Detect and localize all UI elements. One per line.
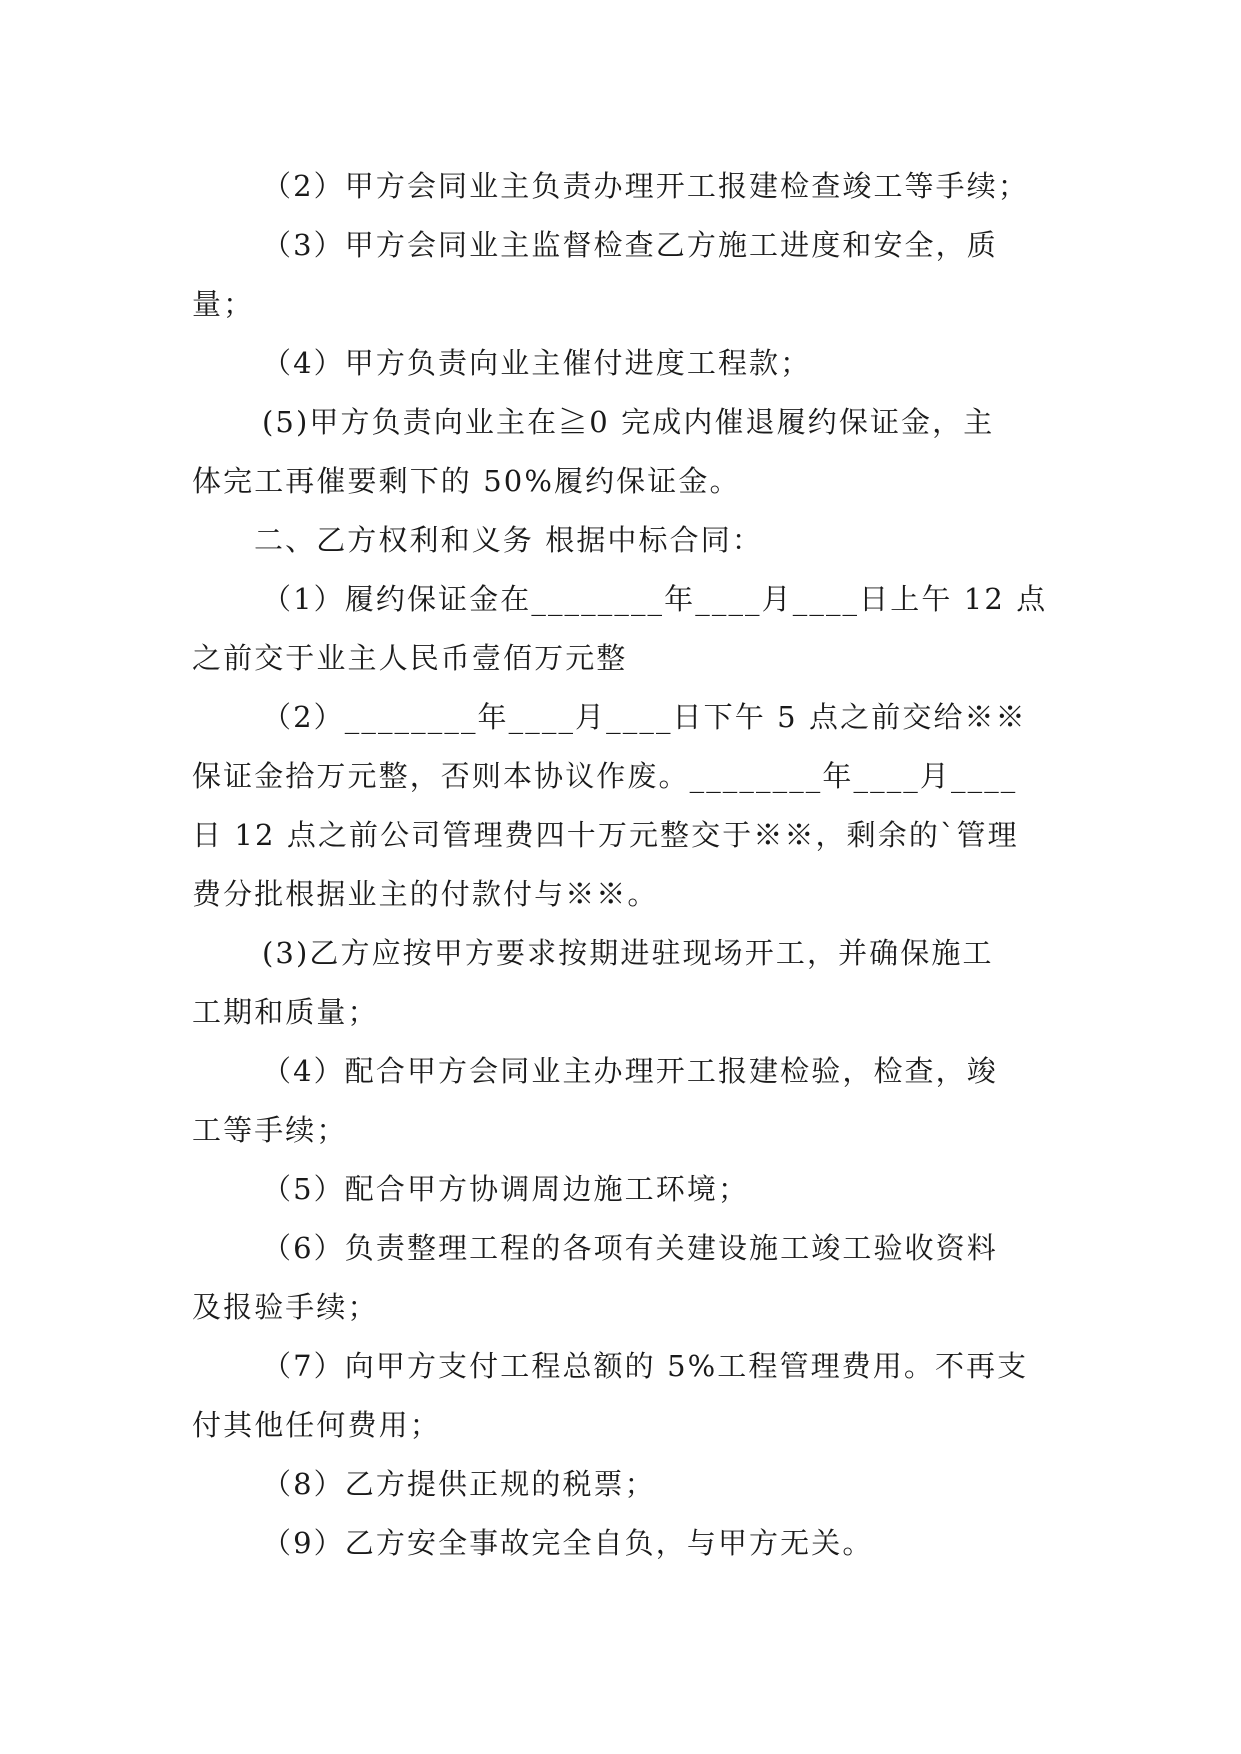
paragraph-line: 工期和质量； [192, 995, 379, 1029]
paragraph-line: （2）________年____月____日下午 5 点之前交给※※ [262, 700, 1027, 734]
section-heading: 二、乙方权利和义务 根据中标合同： [254, 523, 763, 557]
paragraph-line: 体完工再催要剩下的 50%履约保证金。 [192, 464, 741, 498]
paragraph-line: （9）乙方安全事故完全自负，与甲方无关。 [262, 1526, 874, 1560]
paragraph-line: （2）甲方会同业主负责办理开工报建检查竣工等手续； [262, 169, 1029, 203]
paragraph-line: （4）配合甲方会同业主办理开工报建检验，检查，竣 [262, 1054, 998, 1088]
paragraph-line: （8）乙方提供正规的税票； [262, 1467, 656, 1501]
paragraph-line: 保证金拾万元整，否则本协议作废。________年____月____ [192, 759, 1018, 793]
paragraph-line: （1）履约保证金在________年____月____日上午 12 点 [262, 582, 1048, 616]
paragraph-line: (5)甲方负责向业主在≧0 完成内催退履约保证金，主 [262, 405, 995, 439]
paragraph-line: （4）甲方负责向业主催付进度工程款； [262, 346, 812, 380]
paragraph-line: 量； [192, 287, 255, 321]
paragraph-line: （5）配合甲方协调周边施工环境； [262, 1172, 750, 1206]
paragraph-line: 日 12 点之前公司管理费四十万元整交于※※，剩余的`管理 [192, 818, 1019, 852]
paragraph-line: 工等手续； [192, 1113, 348, 1147]
paragraph-line: （3）甲方会同业主监督检查乙方施工进度和安全，质 [262, 228, 998, 262]
paragraph-line: （6）负责整理工程的各项有关建设施工竣工验收资料 [262, 1231, 998, 1265]
paragraph-line: 付其他任何费用； [192, 1408, 441, 1442]
paragraph-line: 费分批根据业主的付款付与※※。 [192, 877, 659, 911]
paragraph-line: 及报验手续； [192, 1290, 379, 1324]
paragraph-line: （7）向甲方支付工程总额的 5%工程管理费用。不再支 [262, 1349, 1029, 1383]
paragraph-line: (3)乙方应按甲方要求按期进驻现场开工，并确保施工 [262, 936, 994, 970]
paragraph-line: 之前交于业主人民币壹佰万元整 [192, 641, 628, 675]
